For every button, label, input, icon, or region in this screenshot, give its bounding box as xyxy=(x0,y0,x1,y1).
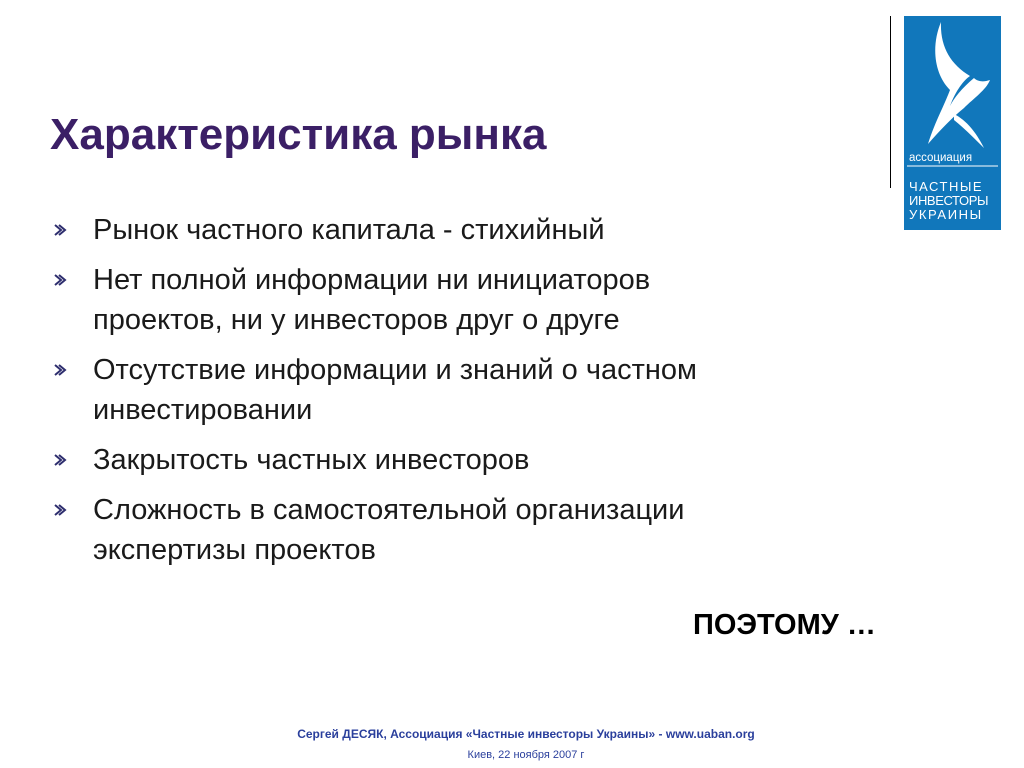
bullet-item xyxy=(52,490,852,570)
association-logo xyxy=(904,16,1001,230)
bullet-text: Закрытость частных инвесторов xyxy=(93,444,530,476)
bullet-text: проектов, ни у инвесторов друг о друге xyxy=(93,304,620,336)
bullet-item xyxy=(52,440,852,480)
arrow-bullet-icon xyxy=(52,450,68,470)
conclusion-text: ПОЭТОМУ … xyxy=(693,609,876,641)
bullet-text: экспертизы проектов xyxy=(93,534,376,566)
arrow-bullet-icon xyxy=(52,270,68,290)
bullet-text: Сложность в самостоятельной организации xyxy=(93,494,685,526)
bullet-item xyxy=(52,260,852,340)
bullet-text: Отсутствие информации и знаний о частном xyxy=(93,354,697,386)
slide-title: Характеристика рынка xyxy=(50,110,547,159)
arrow-bullet-icon xyxy=(52,360,68,380)
footer-author: Сергей ДЕСЯК, Ассоциация «Частные инвесторы Украины» - www.uaban.org xyxy=(297,727,755,741)
footer-place-date: Киев, 22 ноября 2007 г xyxy=(467,749,585,761)
bullet-item xyxy=(52,350,852,430)
bullet-text: Рынок частного капитала - стихийный xyxy=(93,214,605,246)
bullet-list xyxy=(52,210,852,580)
logo-subtitle: ассоциация xyxy=(909,152,973,164)
logo-divider xyxy=(890,16,891,188)
bullet-text: Нет полной информации ни инициаторов xyxy=(93,264,651,296)
logo-line: ИНВЕСТОРЫ xyxy=(909,193,989,208)
dove-icon xyxy=(928,22,990,148)
logo-line: ЧАСТНЫЕ xyxy=(909,179,984,194)
logo-line: УКРАИНЫ xyxy=(909,207,983,222)
arrow-bullet-icon xyxy=(52,220,68,240)
bullet-text: инвестировании xyxy=(93,394,313,426)
arrow-bullet-icon xyxy=(52,500,68,520)
bullet-item xyxy=(52,210,852,250)
